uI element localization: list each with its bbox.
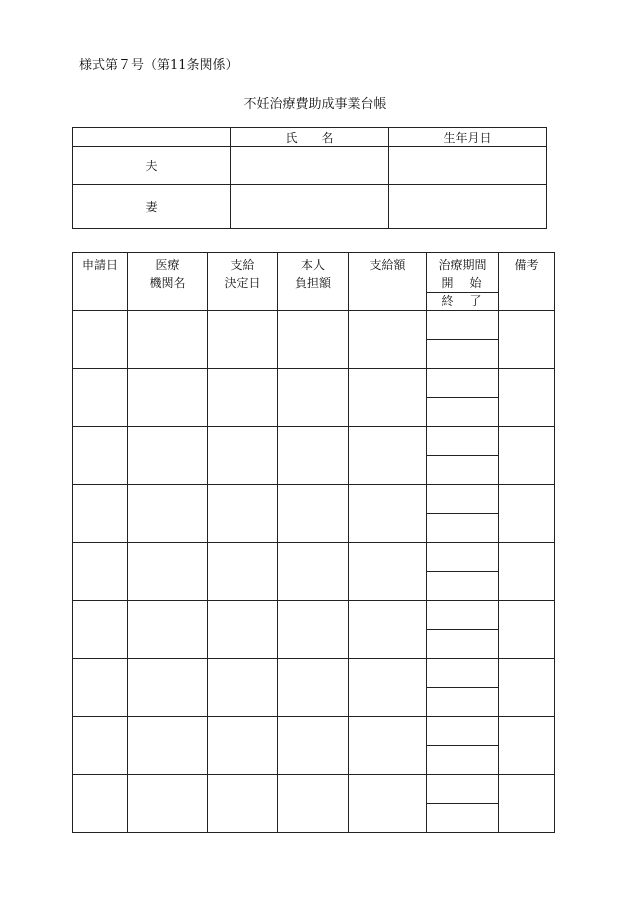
institution-cell[interactable] bbox=[128, 311, 208, 369]
application-date-cell[interactable] bbox=[73, 775, 128, 833]
self-pay-cell[interactable] bbox=[278, 311, 349, 369]
period-end-cell[interactable] bbox=[427, 688, 499, 717]
period-start-cell[interactable] bbox=[427, 601, 499, 630]
table-row bbox=[73, 427, 555, 456]
institution-cell[interactable] bbox=[128, 543, 208, 601]
self-pay-cell[interactable] bbox=[278, 601, 349, 659]
decision-date-cell[interactable] bbox=[208, 659, 278, 717]
institution-cell[interactable] bbox=[128, 775, 208, 833]
application-date-cell[interactable] bbox=[73, 601, 128, 659]
institution-cell[interactable] bbox=[128, 369, 208, 427]
table-row bbox=[73, 311, 555, 340]
header-self-pay: 本人 負担額 bbox=[278, 253, 349, 311]
table-row bbox=[73, 485, 555, 514]
decision-date-cell[interactable] bbox=[208, 775, 278, 833]
self-pay-cell[interactable] bbox=[278, 717, 349, 775]
wife-name-cell[interactable] bbox=[231, 185, 389, 229]
application-date-cell[interactable] bbox=[73, 369, 128, 427]
self-pay-cell[interactable] bbox=[278, 485, 349, 543]
self-pay-cell[interactable] bbox=[278, 659, 349, 717]
remarks-cell[interactable] bbox=[499, 543, 555, 601]
self-pay-cell[interactable] bbox=[278, 775, 349, 833]
application-date-cell[interactable] bbox=[73, 717, 128, 775]
header-period-end: 終 了 bbox=[427, 293, 499, 311]
self-pay-cell[interactable] bbox=[278, 543, 349, 601]
couple-table bbox=[72, 127, 547, 229]
period-start-cell[interactable] bbox=[427, 543, 499, 572]
remarks-cell[interactable] bbox=[499, 369, 555, 427]
couple-row-husband bbox=[73, 147, 547, 185]
decision-date-cell[interactable] bbox=[208, 485, 278, 543]
period-end-cell[interactable] bbox=[427, 340, 499, 369]
application-date-cell[interactable] bbox=[73, 659, 128, 717]
amount-cell[interactable] bbox=[349, 427, 427, 485]
header-amount: 支給額 bbox=[349, 253, 427, 311]
table-row bbox=[73, 543, 555, 572]
decision-date-cell[interactable] bbox=[208, 369, 278, 427]
table-row bbox=[73, 659, 555, 688]
ledger-header bbox=[73, 253, 555, 293]
couple-table-header bbox=[73, 128, 547, 147]
ledger-table bbox=[72, 252, 555, 833]
couple-header-name: 氏 名 bbox=[231, 128, 389, 147]
couple-header-birthdate: 生年月日 bbox=[389, 128, 547, 147]
decision-date-cell[interactable] bbox=[208, 601, 278, 659]
institution-cell[interactable] bbox=[128, 659, 208, 717]
remarks-cell[interactable] bbox=[499, 775, 555, 833]
self-pay-cell[interactable] bbox=[278, 369, 349, 427]
period-start-cell[interactable] bbox=[427, 427, 499, 456]
period-end-cell[interactable] bbox=[427, 572, 499, 601]
remarks-cell[interactable] bbox=[499, 485, 555, 543]
institution-cell[interactable] bbox=[128, 717, 208, 775]
application-date-cell[interactable] bbox=[73, 311, 128, 369]
period-start-cell[interactable] bbox=[427, 485, 499, 514]
remarks-cell[interactable] bbox=[499, 427, 555, 485]
application-date-cell[interactable] bbox=[73, 485, 128, 543]
couple-role-husband: 夫 bbox=[73, 147, 231, 185]
table-row bbox=[73, 601, 555, 630]
period-end-cell[interactable] bbox=[427, 630, 499, 659]
amount-cell[interactable] bbox=[349, 717, 427, 775]
remarks-cell[interactable] bbox=[499, 311, 555, 369]
couple-header-blank bbox=[73, 128, 231, 147]
amount-cell[interactable] bbox=[349, 659, 427, 717]
amount-cell[interactable] bbox=[349, 311, 427, 369]
application-date-cell[interactable] bbox=[73, 543, 128, 601]
amount-cell[interactable] bbox=[349, 775, 427, 833]
period-start-cell[interactable] bbox=[427, 775, 499, 804]
table-row bbox=[73, 775, 555, 804]
decision-date-cell[interactable] bbox=[208, 427, 278, 485]
period-start-cell[interactable] bbox=[427, 369, 499, 398]
couple-role-wife: 妻 bbox=[73, 185, 231, 229]
institution-cell[interactable] bbox=[128, 485, 208, 543]
remarks-cell[interactable] bbox=[499, 659, 555, 717]
period-end-cell[interactable] bbox=[427, 746, 499, 775]
amount-cell[interactable] bbox=[349, 543, 427, 601]
amount-cell[interactable] bbox=[349, 601, 427, 659]
page-title: 不妊治療費助成事業台帳 bbox=[243, 97, 387, 112]
header-period: 治療期間 開 始 bbox=[427, 253, 499, 293]
decision-date-cell[interactable] bbox=[208, 311, 278, 369]
header-institution: 医療 機関名 bbox=[128, 253, 208, 311]
period-start-cell[interactable] bbox=[427, 659, 499, 688]
amount-cell[interactable] bbox=[349, 485, 427, 543]
remarks-cell[interactable] bbox=[499, 717, 555, 775]
period-start-cell[interactable] bbox=[427, 717, 499, 746]
period-end-cell[interactable] bbox=[427, 456, 499, 485]
institution-cell[interactable] bbox=[128, 601, 208, 659]
self-pay-cell[interactable] bbox=[278, 427, 349, 485]
husband-name-cell[interactable] bbox=[231, 147, 389, 185]
header-decision-date: 支給 決定日 bbox=[208, 253, 278, 311]
couple-row-wife bbox=[73, 185, 547, 229]
period-end-cell[interactable] bbox=[427, 804, 499, 833]
form-number: 様式第７号（第11条関係） bbox=[79, 58, 239, 73]
header-remarks: 備考 bbox=[499, 253, 555, 311]
husband-birthdate-cell[interactable] bbox=[389, 147, 547, 185]
decision-date-cell[interactable] bbox=[208, 543, 278, 601]
wife-birthdate-cell[interactable] bbox=[389, 185, 547, 229]
amount-cell[interactable] bbox=[349, 369, 427, 427]
period-start-cell[interactable] bbox=[427, 311, 499, 340]
table-row bbox=[73, 717, 555, 746]
remarks-cell[interactable] bbox=[499, 601, 555, 659]
application-date-cell[interactable] bbox=[73, 427, 128, 485]
institution-cell[interactable] bbox=[128, 427, 208, 485]
header-application-date: 申請日 bbox=[73, 253, 128, 311]
period-end-cell[interactable] bbox=[427, 514, 499, 543]
period-end-cell[interactable] bbox=[427, 398, 499, 427]
decision-date-cell[interactable] bbox=[208, 717, 278, 775]
table-row bbox=[73, 369, 555, 398]
